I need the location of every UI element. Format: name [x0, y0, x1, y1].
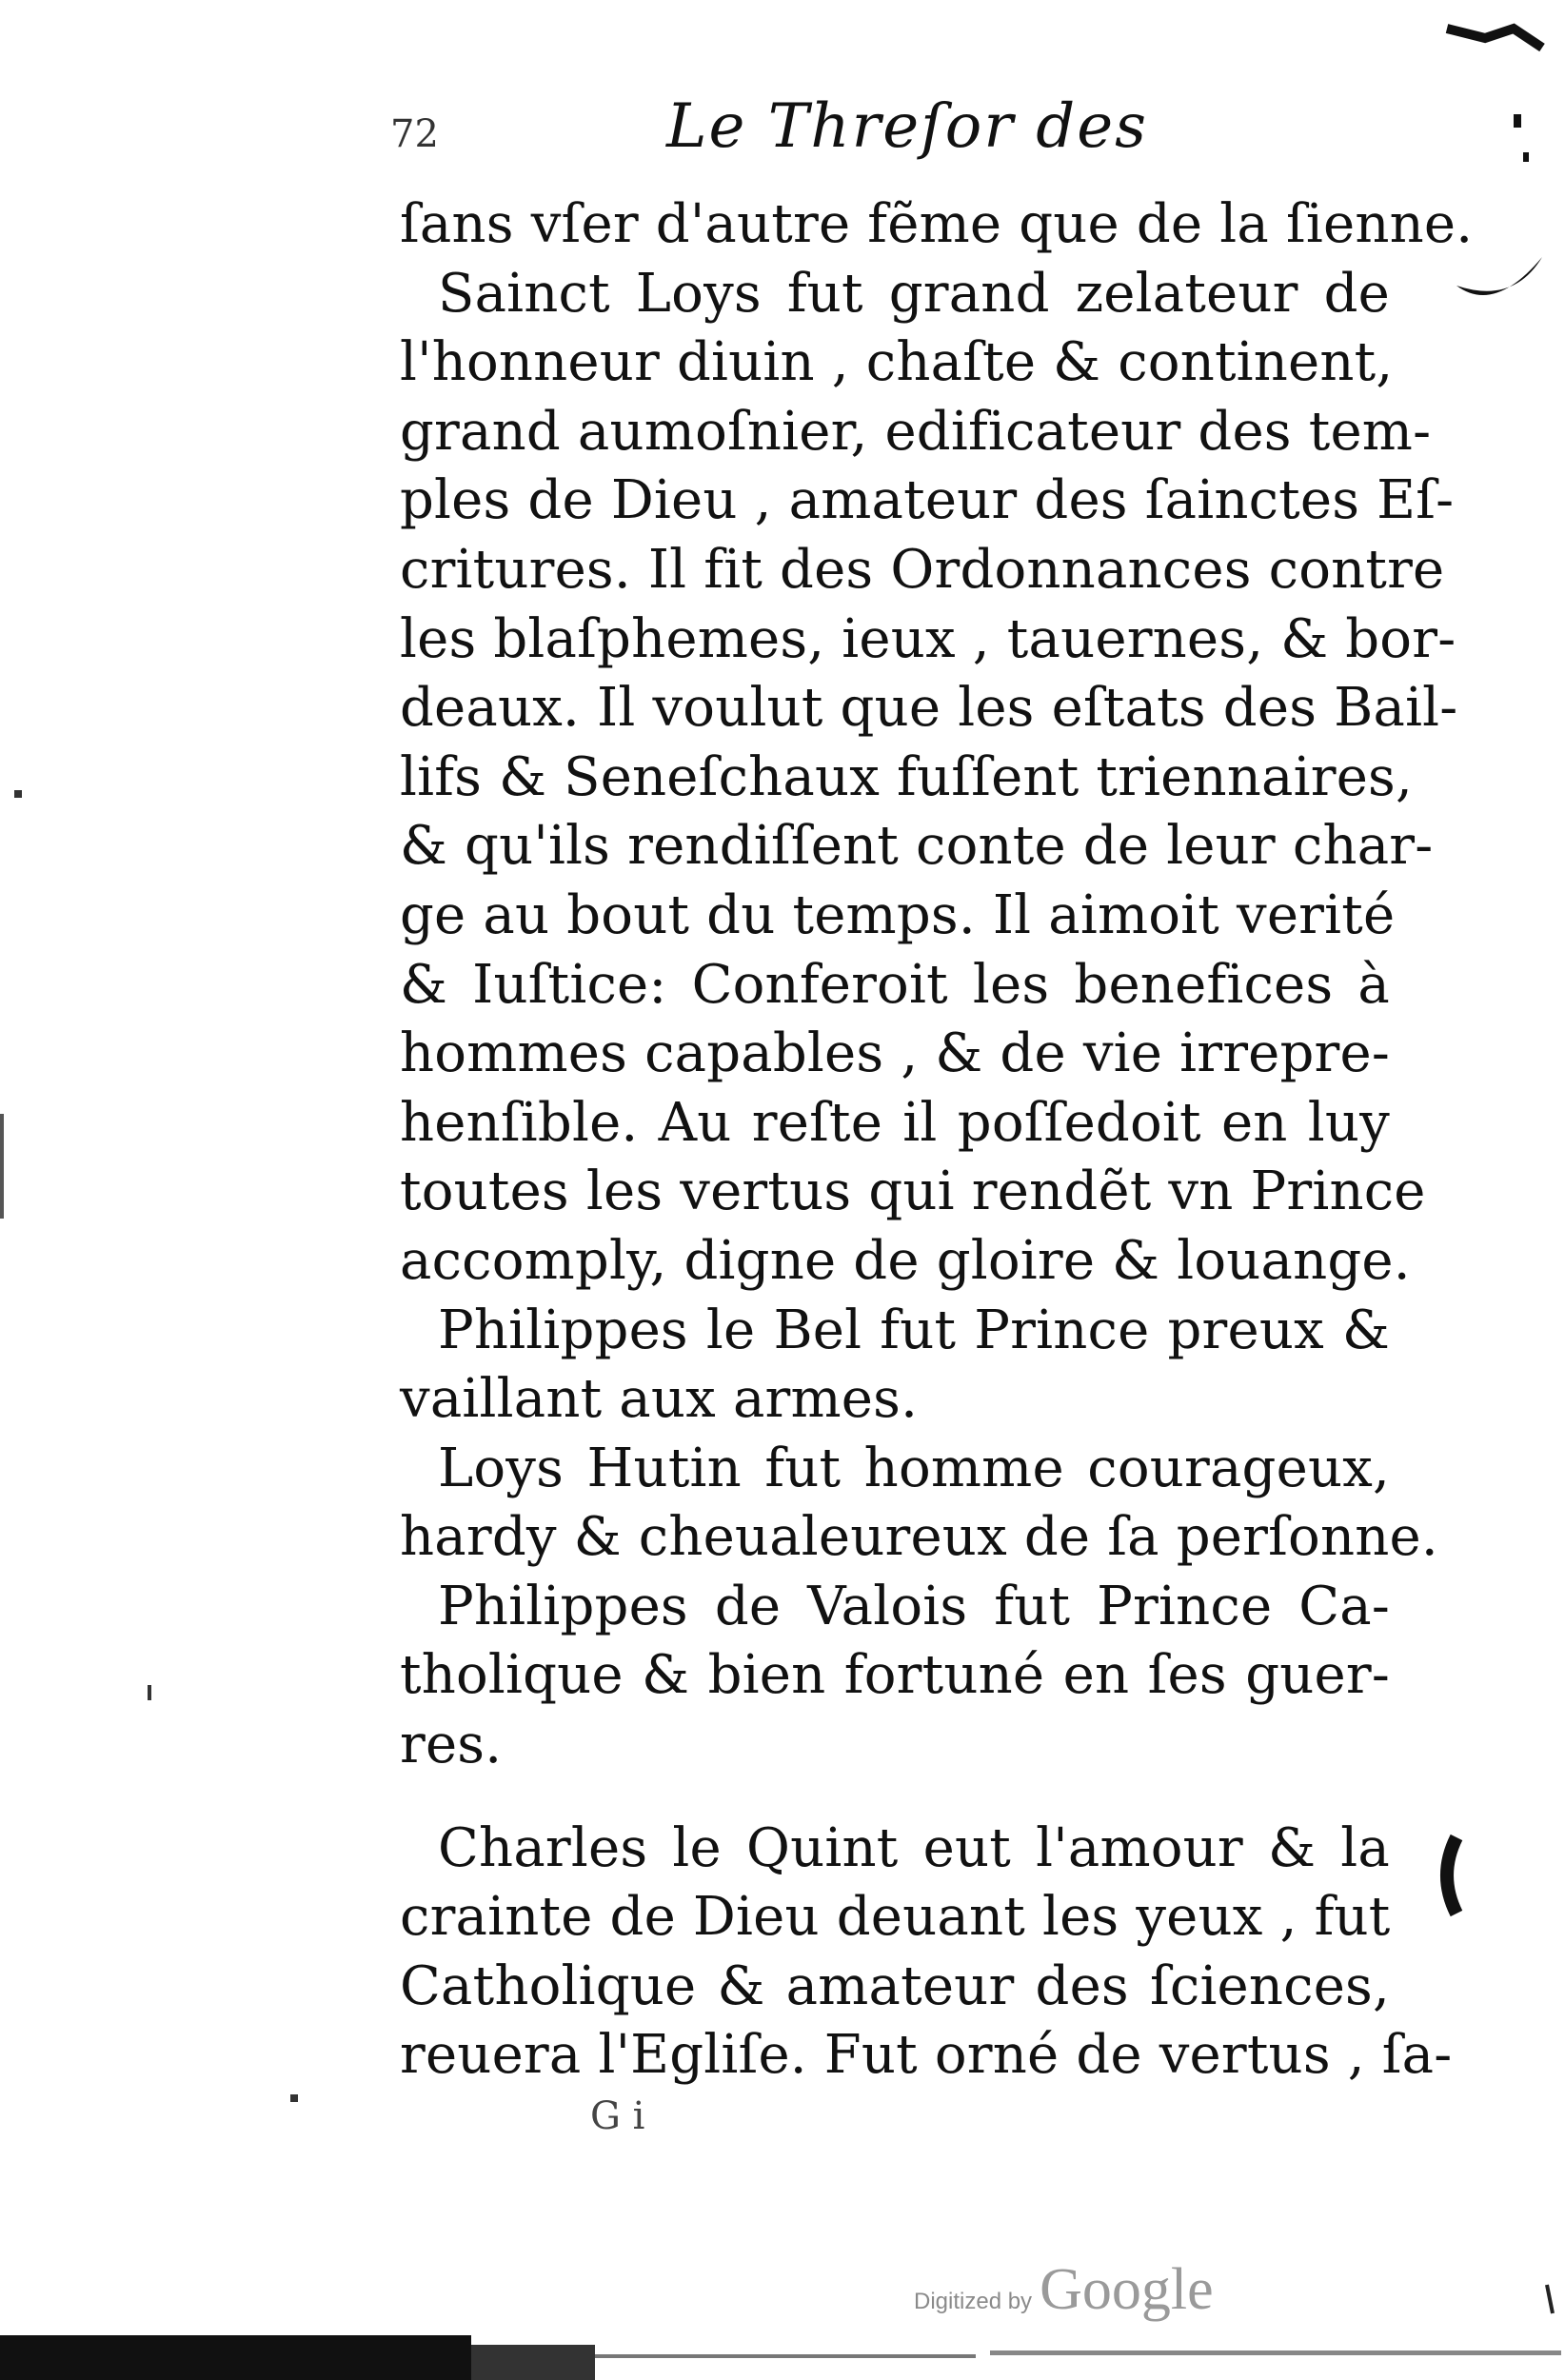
watermark-prefix: Digitized by — [914, 2289, 1033, 2314]
running-head: Le Threſor des — [666, 91, 1148, 162]
text-line: hommes capables , & de vie irrepre- — [400, 1022, 1390, 1085]
google-logo: Google — [1040, 2257, 1214, 2322]
text-line: tholique & bien fortuné en ſes guer- — [400, 1644, 1390, 1707]
text-line: ples de Dieu , amateur des ſainctes Eſ- — [400, 469, 1455, 532]
dark-edge — [471, 2345, 595, 2380]
ink-dot — [14, 790, 22, 798]
text-line: & qu'ils rendiſſent conte de leur char- — [400, 815, 1434, 878]
signature-mark: G i — [590, 2094, 645, 2138]
text-line: Philippes le Bel fut Prince preux & — [438, 1299, 1390, 1361]
ink-dot — [148, 1685, 151, 1700]
text-line: crainte de Dieu deuant les yeux , fut — [400, 1886, 1391, 1949]
ink-dot — [1514, 114, 1521, 128]
ink-blot — [1447, 29, 1542, 48]
text-line: ſans vſer d'autre fẽme que de la ſienne. — [400, 193, 1474, 255]
paragraph-gap — [400, 1780, 1390, 1815]
dark-edge — [595, 2354, 976, 2358]
page-number: 72 — [390, 112, 439, 156]
body-text — [400, 190, 1474, 2091]
text-line: Loys Hutin fut homme courageux, — [438, 1437, 1390, 1499]
text-line: accomply, digne de gloire & louange. — [400, 1229, 1411, 1292]
text-line: Charles le Quint eut l'amour & la — [438, 1816, 1390, 1879]
text-line: reuera l'Egliſe. Fut orné de vertus , ſa- — [400, 2024, 1453, 2087]
text-line: henſible. Au reſte il poſſedoit en luy — [400, 1091, 1390, 1154]
text-line: deaux. Il voulut que les eſtats des Bail- — [400, 677, 1458, 740]
text-line: les blaſphemes, ieux , tauernes, & bor- — [400, 607, 1456, 670]
ink-dot — [1523, 152, 1529, 162]
ink-blot — [1456, 257, 1542, 295]
dark-edge — [990, 2350, 1561, 2355]
text-line: lifs & Seneſchaux fuſſent triennaires, — [400, 745, 1413, 808]
text-line: & Iuſtice: Conferoit les benefices à — [400, 953, 1390, 1016]
text-line: l'honneur diuin , chaſte & continent, — [400, 331, 1394, 394]
google-watermark — [914, 2256, 1214, 2324]
ink-dot — [290, 2094, 298, 2102]
text-line: Catholique & amateur des ſciences, — [400, 1954, 1390, 2017]
text-line: Philippes de Valois fut Prince Ca- — [438, 1575, 1390, 1637]
text-line: toutes les vertus qui rendẽt vn Prince — [400, 1160, 1426, 1223]
dark-edge — [0, 2335, 471, 2380]
ink-blot — [1447, 1837, 1456, 1914]
ink-dot — [1547, 2285, 1553, 2313]
scan-bottom-edge — [0, 2326, 1565, 2380]
text-line: res. — [400, 1714, 503, 1776]
text-line: vaillant aux armes. — [400, 1368, 919, 1431]
text-line: critures. Il fit des Ordonnances contre — [400, 538, 1445, 601]
ink-dot — [0, 1114, 4, 1219]
text-line: hardy & cheualeureux de ſa perſonne. — [400, 1506, 1438, 1569]
text-line: ge au bout du temps. Il aimoit verité — [400, 883, 1396, 946]
text-line: grand aumoſnier, edificateur des tem- — [400, 400, 1432, 463]
text-line: Sainct Loys fut grand zelateur de — [438, 262, 1390, 325]
